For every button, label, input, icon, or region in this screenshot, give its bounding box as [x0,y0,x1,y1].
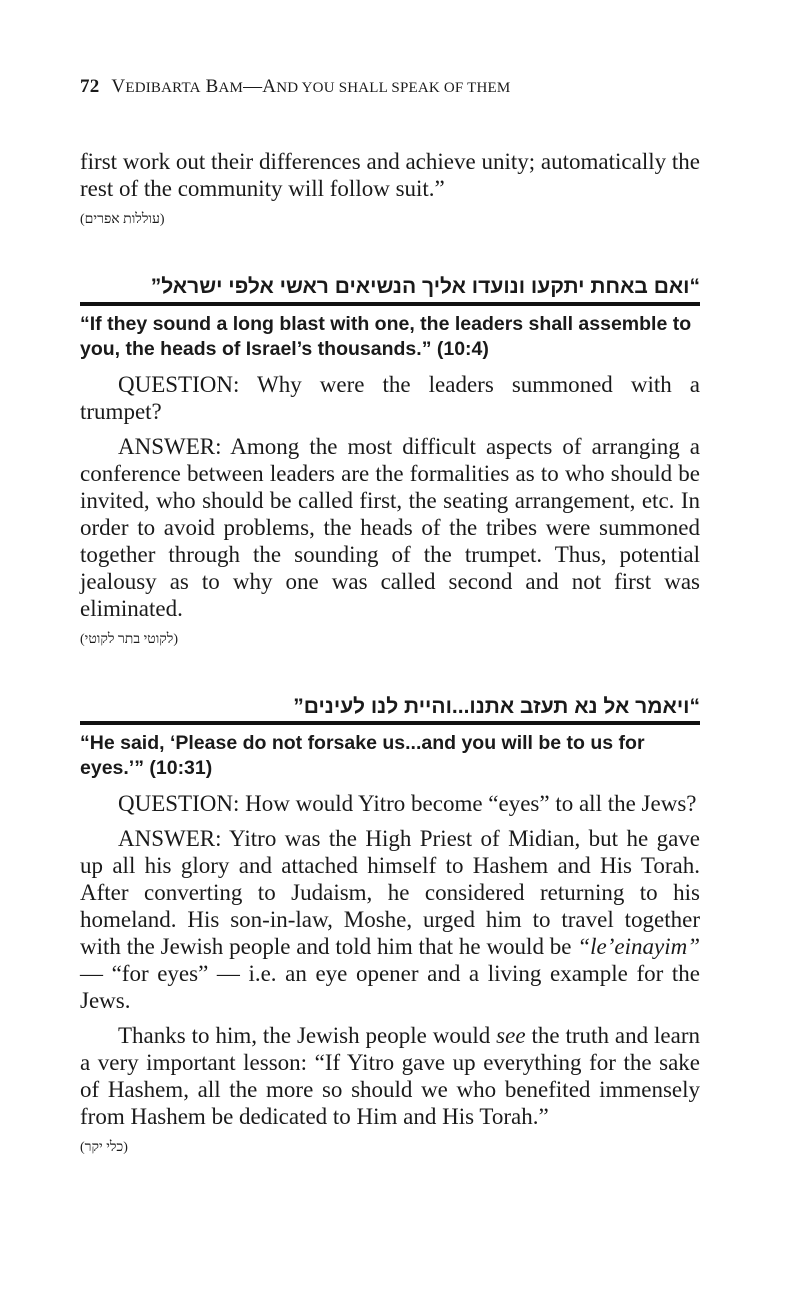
answer-italic-term: “le’einayim” [577,934,700,959]
section1-question: QUESTION: Why were the leaders summoned with a trumpet? [80,372,700,424]
book-title-initial: V [111,76,126,97]
section2-body [80,790,700,1156]
section1-source: (לקוטי בתר לקוטי) [80,632,178,647]
book-title-part: ND YOU SHALL SPEAK OF THEM [276,80,511,96]
section1-hebrew-heading: “ואם באחת יתקעו ונועדו אליך הנשיאים ראשי אלפי ישראל” [150,275,700,298]
section1-body [80,371,700,648]
section2-english-heading: “He said, ‘Please do not forsake us...and you will be to us for eyes.’” (10:31) [80,732,645,779]
book-title-initial: —A [243,76,277,97]
section1-answer: ANSWER: Among the most difficult aspects of arranging a conference between leaders are the formalities as to who should be invited, who should be called first, the seating arrangement, etc. In order to avoid problems, the heads of the tribes were summoned together through the sounding of the trumpet. Thus, potential jealousy as to why one was called second and not first was eliminated. [80,434,700,621]
paragraph-italic-word: see [496,1023,526,1048]
section1-rule [80,302,700,306]
intro-paragraph: first work out their differences and achieve unity; automatically the rest of the community will follow suit.” [80,149,700,201]
book-page [80,0,700,1300]
section1-english-heading: “If they sound a long blast with one, the leaders shall assemble to you, the heads of Israel’s thousands.” (10:4) [80,313,692,360]
section2-source: (כלי יקר) [80,1140,128,1155]
section2-hebrew-heading: “ויאמר אל נא תעזב אתנו...והיית לנו לעינים” [293,695,700,718]
paragraph-text: the truth and learn a very important lesson: “If Yitro gave up everything for the sake of Hashem, all the more so should we who benefited immensely from Hashem be dedicated to Him and His Torah.” [80,1023,700,1129]
answer-text: — “for eyes” — i.e. an eye opener and a living example for the Jews. [80,961,700,1013]
book-title-part: EDIBARTA [125,80,201,96]
intro-block [80,148,700,228]
paragraph-text: Thanks to him, the Jewish people would [118,1023,497,1048]
answer-text: ANSWER: Yitro was the High Priest of Midian, but he gave up all his glory and attached himself to Hashem and His Torah. After converting to Judaism, he considered returning to his homeland. His son-in-law, Moshe, urged him to travel together with the Jewish people and told him that he would be [80,826,700,959]
book-title-part: AM [218,80,244,96]
section2-rule [80,721,700,725]
page-number: 72 [80,76,100,97]
section2-question: QUESTION: How would Yitro become “eyes” to all the Jews? [118,791,697,816]
section2-answer [80,825,700,1014]
section2-paragraph3 [80,1022,700,1130]
book-title-initial: B [200,76,219,97]
running-head [80,76,510,98]
intro-source: (עוללות אפרים) [80,212,165,227]
